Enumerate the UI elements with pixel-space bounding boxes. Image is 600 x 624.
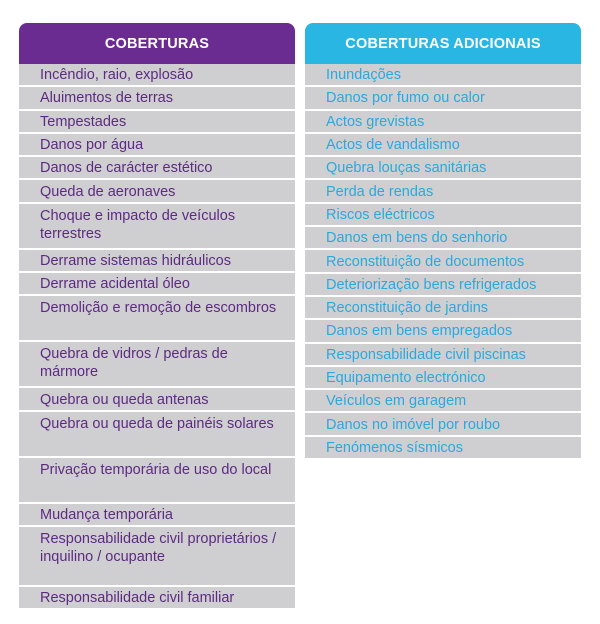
- list-item: Inundações: [305, 64, 581, 87]
- list-item: Danos em bens empregados: [305, 320, 581, 343]
- list-item: Reconstituição de documentos: [305, 250, 581, 273]
- list-item: Responsabilidade civil familiar: [19, 587, 295, 610]
- list-item: Riscos eléctricos: [305, 204, 581, 227]
- list-item: Equipamento electrónico: [305, 367, 581, 390]
- list-item: Quebra de vidros / pedras de mármore: [19, 342, 295, 388]
- list-item: Aluimentos de terras: [19, 87, 295, 110]
- list-item: Derrame sistemas hidráulicos: [19, 250, 295, 273]
- coberturas-adicionais-list: [305, 64, 581, 460]
- list-item: Actos de vandalismo: [305, 134, 581, 157]
- list-item: Responsabilidade civil piscinas: [305, 344, 581, 367]
- coberturas-panel: [19, 23, 295, 610]
- list-item: Choque e impacto de veículos terrestres: [19, 204, 295, 250]
- list-item: Mudança temporária: [19, 504, 295, 527]
- list-item: Danos em bens do senhorio: [305, 227, 581, 250]
- list-item: Quebra louças sanitárias: [305, 157, 581, 180]
- list-item: Demolição e remoção de escombros: [19, 296, 295, 342]
- list-item: Deteriorização bens refrigerados: [305, 274, 581, 297]
- list-item: Responsabilidade civil proprietários / inquilino / ocupante: [19, 527, 295, 587]
- list-item: Privação temporária de uso do local: [19, 458, 295, 504]
- list-item: Perda de rendas: [305, 180, 581, 203]
- list-item: Reconstituição de jardins: [305, 297, 581, 320]
- list-item: Danos por fumo ou calor: [305, 87, 581, 110]
- list-item: Actos grevistas: [305, 111, 581, 134]
- list-item: Veículos em garagem: [305, 390, 581, 413]
- list-item: Tempestades: [19, 111, 295, 134]
- list-item: Quebra ou queda de painéis solares: [19, 412, 295, 458]
- list-item: Fenómenos sísmicos: [305, 437, 581, 460]
- list-item: Derrame acidental óleo: [19, 273, 295, 296]
- coberturas-list: [19, 64, 295, 610]
- coberturas-header: COBERTURAS: [19, 23, 295, 64]
- list-item: Danos por água: [19, 134, 295, 157]
- list-item: Queda de aeronaves: [19, 180, 295, 203]
- coberturas-adicionais-header: COBERTURAS ADICIONAIS: [305, 23, 581, 64]
- list-item: Danos de carácter estético: [19, 157, 295, 180]
- list-item: Incêndio, raio, explosão: [19, 64, 295, 87]
- list-item: Danos no imóvel por roubo: [305, 413, 581, 436]
- list-item: Quebra ou queda antenas: [19, 388, 295, 411]
- coberturas-adicionais-panel: [305, 23, 581, 460]
